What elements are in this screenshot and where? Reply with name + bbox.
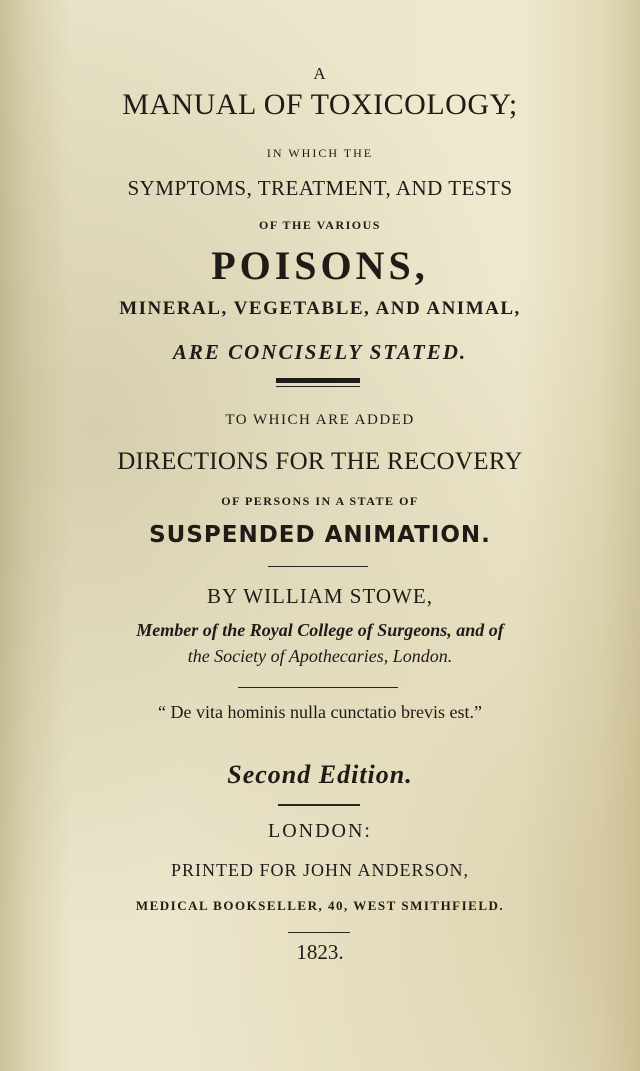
subtitle-concisely-stated: ARE CONCISELY STATED.: [172, 340, 468, 364]
article-a: A: [313, 64, 327, 83]
author-affiliation-line-2: the Society of Apothecaries, London.: [187, 646, 453, 666]
divider-motto: [238, 687, 398, 688]
book-title: MANUAL OF TOXICOLOGY;: [122, 88, 518, 121]
imprint-year: 1823.: [296, 940, 344, 964]
divider-imprint: [278, 804, 360, 806]
subtitle-symptoms: SYMPTOMS, TREATMENT, AND TESTS: [127, 176, 513, 200]
edition: Second Edition.: [227, 760, 413, 789]
divider-thick: [276, 378, 360, 383]
imprint-publisher: PRINTED FOR JOHN ANDERSON,: [170, 860, 470, 880]
subtitle-suspended-animation: SUSPENDED ANIMATION.: [149, 522, 491, 548]
subtitle-directions: DIRECTIONS FOR THE RECOVERY: [117, 448, 523, 475]
subtitle-persons: OF PERSONS IN A STATE OF: [221, 494, 419, 508]
divider-thin: [276, 386, 360, 387]
imprint-address: MEDICAL BOOKSELLER, 40, WEST SMITHFIELD.: [135, 898, 505, 913]
subtitle-to-which: TO WHICH ARE ADDED: [225, 412, 415, 428]
subtitle-mineral: MINERAL, VEGETABLE, AND ANIMAL,: [119, 298, 521, 319]
author: BY WILLIAM STOWE,: [206, 584, 433, 608]
subtitle-in-which: IN WHICH THE: [266, 146, 374, 160]
divider-year: [288, 932, 350, 933]
subtitle-of-various: OF THE VARIOUS: [259, 218, 381, 232]
divider-author: [268, 566, 368, 567]
latin-motto: “ De vita hominis nulla cunctatio brevis est.”: [158, 702, 482, 722]
imprint-place: LONDON:: [268, 820, 372, 842]
author-affiliation-line-1: Member of the Royal College of Surgeons, and of: [136, 620, 504, 640]
subtitle-poisons: POISONS,: [211, 243, 429, 288]
